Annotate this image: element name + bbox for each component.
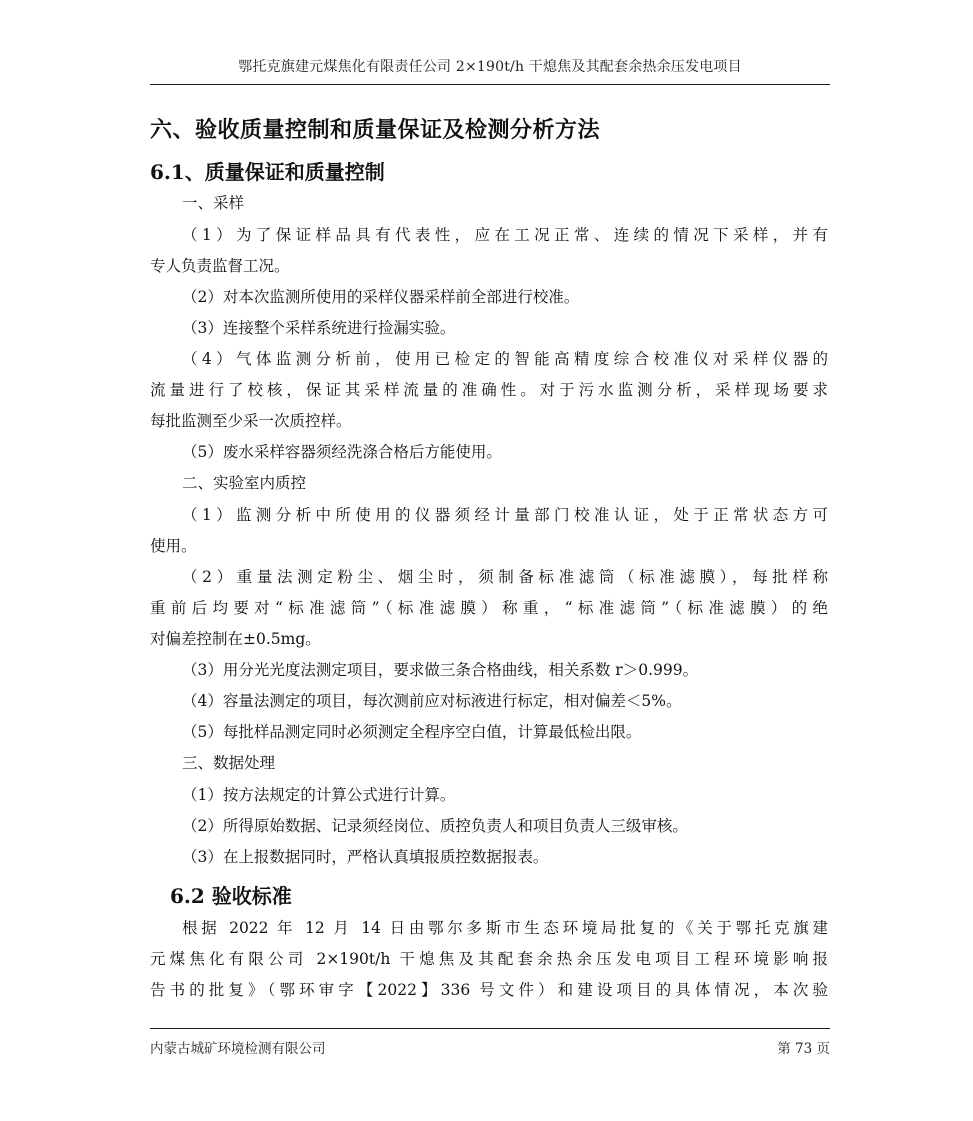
paragraph-line: （1）监测分析中所使用的仪器须经计量部门校准认证，处于正常状态方可 bbox=[182, 506, 828, 524]
subsection-title-6-1: 6.1、质量保证和质量控制 bbox=[150, 160, 385, 184]
paragraph-line: （2）对本次监测所使用的采样仪器采样前全部进行校准。 bbox=[182, 288, 580, 306]
page-header-title: 鄂托克旗建元煤焦化有限责任公司 2×190t/h 干熄焦及其配套余热余压发电项目 bbox=[238, 59, 742, 75]
paragraph-line: （5）废水采样容器须经洗涤合格后方能使用。 bbox=[182, 443, 502, 461]
paragraph-line: （3）用分光光度法测定项目，要求做三条合格曲线，相关系数 r＞0.999。 bbox=[182, 661, 699, 679]
paragraph-line: 元煤焦化有限公司 2×190t/h 干熄焦及其配套余热余压发电项目工程环境影响报 bbox=[150, 950, 828, 968]
paragraph-line: 二、实验室内质控 bbox=[182, 474, 307, 492]
paragraph-line: （1）按方法规定的计算公式进行计算。 bbox=[182, 786, 456, 804]
paragraph-line: 每批监测至少采一次质控样。 bbox=[150, 412, 352, 430]
section-title: 六、验收质量控制和质量保证及检测分析方法 bbox=[150, 117, 601, 143]
paragraph-line: 重前后均要对“标准滤筒”（标准滤膜）称重，“标准滤筒”（标准滤膜）的绝 bbox=[150, 599, 828, 617]
paragraph-line: （4）容量法测定的项目，每次测前应对标液进行标定，相对偏差＜5%。 bbox=[182, 692, 682, 710]
paragraph-line: 流量进行了校核，保证其采样流量的准确性。对于污水监测分析，采样现场要求 bbox=[150, 381, 828, 399]
paragraph-line: （4）气体监测分析前，使用已检定的智能高精度综合校准仪对采样仪器的 bbox=[182, 350, 828, 368]
paragraph-line: 专人负责监督工况。 bbox=[150, 257, 290, 275]
paragraph-line: 根据 2022 年 12 月 14 日由鄂尔多斯市生态环境局批复的《关于鄂托克旗建 bbox=[182, 919, 828, 937]
page-number: 第 73 页 bbox=[777, 1041, 830, 1057]
paragraph-line: 使用。 bbox=[150, 537, 197, 555]
paragraph-line: 对偏差控制在±0.5mg。 bbox=[150, 630, 321, 648]
paragraph-line: （2）重量法测定粉尘、烟尘时，须制备标准滤筒（标准滤膜），每批样称 bbox=[182, 568, 828, 586]
footer-divider bbox=[150, 1028, 830, 1029]
paragraph-line: 三、数据处理 bbox=[182, 754, 276, 772]
footer-company: 内蒙古城矿环境检测有限公司 bbox=[150, 1041, 326, 1057]
paragraph-line: 一、采样 bbox=[182, 194, 245, 212]
subsection-title-6-2: 6.2 验收标准 bbox=[170, 884, 292, 908]
paragraph-line: （1）为了保证样品具有代表性，应在工况正常、连续的情况下采样，并有 bbox=[182, 226, 828, 244]
paragraph-line: （2）所得原始数据、记录须经岗位、质控负责人和项目负责人三级审核。 bbox=[182, 817, 688, 835]
paragraph-line: （5）每批样品测定同时必须测定全程序空白值，计算最低检出限。 bbox=[182, 723, 642, 741]
header-divider bbox=[150, 84, 830, 85]
paragraph-line: （3）在上报数据同时，严格认真填报质控数据报表。 bbox=[182, 848, 549, 866]
paragraph-line: 告书的批复》（鄂环审字【2022】336 号文件）和建设项目的具体情况，本次验 bbox=[150, 981, 828, 999]
paragraph-line: （3）连接整个采样系统进行捡漏实验。 bbox=[182, 319, 456, 337]
